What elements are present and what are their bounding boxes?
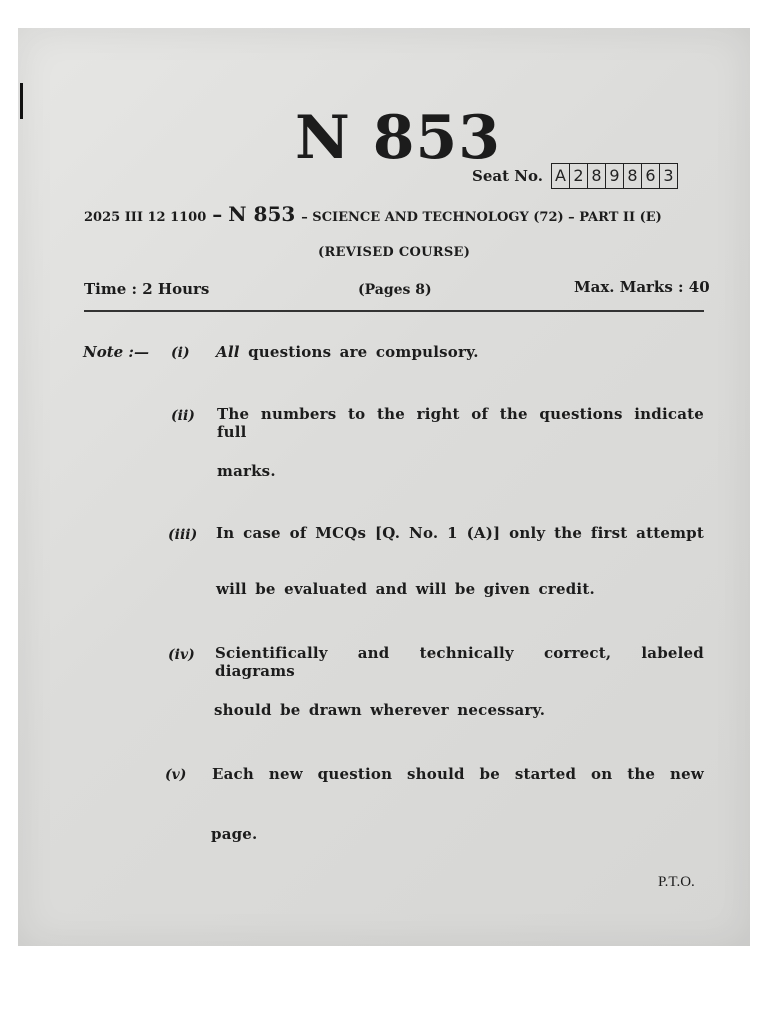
- seat-number-boxes: [551, 163, 678, 189]
- header-separator: –: [212, 202, 223, 226]
- seat-digit: 8: [624, 164, 642, 188]
- course-label: (REVISED COURSE): [318, 245, 471, 260]
- note-line: [216, 343, 479, 361]
- exam-code: 2025 III 12 1100: [84, 210, 207, 225]
- note-number: (iv): [168, 647, 195, 663]
- note-line-rest: questions are compulsory.: [248, 343, 479, 361]
- paper-code-title: N 853: [295, 103, 501, 173]
- seat-digit: A: [552, 164, 570, 188]
- seat-digit: 3: [663, 166, 674, 185]
- please-turn-over: P.T.O.: [658, 874, 695, 890]
- page-count: (Pages 8): [358, 282, 432, 298]
- header-divider: [84, 310, 704, 312]
- time-duration: Time : 2 Hours: [84, 280, 210, 298]
- seat-digit: 8: [588, 164, 606, 188]
- note-number: (ii): [171, 408, 195, 424]
- note-line: should be drawn wherever necessary.: [214, 701, 546, 719]
- note-emphasis: All: [216, 343, 240, 361]
- header-paper-code: N 853: [228, 202, 296, 226]
- note-line: will be evaluated and will be given credit.: [216, 580, 595, 598]
- note-label: Note :—: [83, 343, 149, 361]
- seat-number-label: Seat No.: [472, 167, 543, 185]
- note-number: (iii): [168, 527, 198, 543]
- note-line: Scientifically and technically correct, labeled diagrams: [215, 644, 704, 680]
- note-line: The numbers to the right of the questions indicate full: [217, 405, 704, 441]
- note-number: (v): [165, 767, 187, 783]
- seat-digit: 2: [570, 164, 588, 188]
- exam-header-line: [84, 202, 662, 226]
- seat-digit: 6: [642, 164, 660, 188]
- max-marks: Max. Marks : 40: [574, 278, 710, 296]
- note-line: Each new question should be started on the new: [212, 765, 704, 783]
- note-line: In case of MCQs [Q. No. 1 (A)] only the first attempt: [216, 524, 704, 542]
- subject-title: – SCIENCE AND TECHNOLOGY (72) – PART II (E): [301, 210, 662, 225]
- seat-digit: 9: [606, 164, 624, 188]
- note-line: marks.: [217, 462, 276, 480]
- binder-mark: [20, 83, 23, 119]
- note-number: (i): [171, 345, 190, 361]
- note-line: page.: [211, 825, 258, 843]
